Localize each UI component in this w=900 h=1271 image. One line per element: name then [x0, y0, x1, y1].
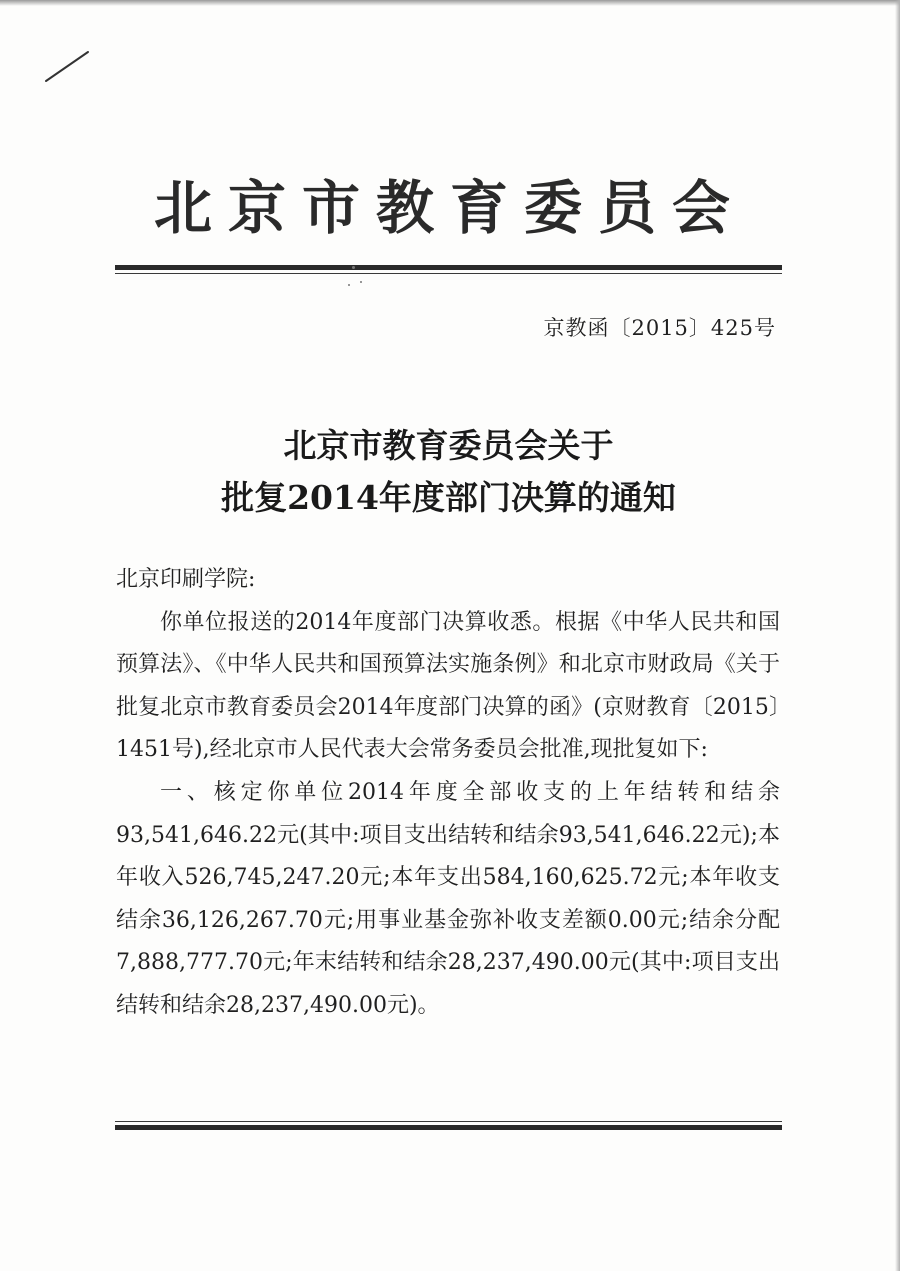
document-title-line-2: 批复2014年度部门决算的通知 — [221, 478, 676, 517]
pen-stroke-mark — [42, 48, 92, 88]
scan-speck — [348, 284, 350, 286]
scan-speck — [360, 281, 362, 283]
scan-edge-right — [895, 0, 900, 1271]
footer-rule — [115, 1121, 782, 1130]
document-title-line-1: 北京市教育委员会关于 — [283, 426, 614, 465]
salutation: 北京印刷学院: — [116, 567, 256, 592]
scan-edge-top — [0, 0, 900, 6]
body-paragraph-2: 一、核定你单位2014年度全部收支的上年结转和结余93,541,646.22元(其中:项目支出结转和结余93,541,646.22元);本年收入526,745,247.20元;本年支出584,160,625.72元;本年收支结余36,126,267.70元;用事业基金弥补收支差额0.00元;结余分配7,888,777.70元;年末结转和结余28,237,490.00元(其中:项目支出结转和结余28,237,490.00元)。 — [116, 779, 780, 1018]
letterhead-org-name: 北京市教育委员会 — [153, 174, 746, 242]
document-number: 京教函〔2015〕425号 — [543, 316, 776, 340]
document-title — [115, 420, 782, 524]
scan-speck — [352, 266, 355, 269]
letterhead-rule — [115, 265, 782, 274]
document-body — [116, 559, 780, 1028]
body-paragraph-1: 你单位报送的2014年度部门决算收悉。根据《中华人民共和国预算法》、《中华人民共和国预算法实施条例》和北京市财政局《关于批复北京市教育委员会2014年度部门决算的函》(京财教育〔2015〕1451号),经北京市人民代表大会常务委员会批准,现批复如下: — [116, 609, 780, 763]
